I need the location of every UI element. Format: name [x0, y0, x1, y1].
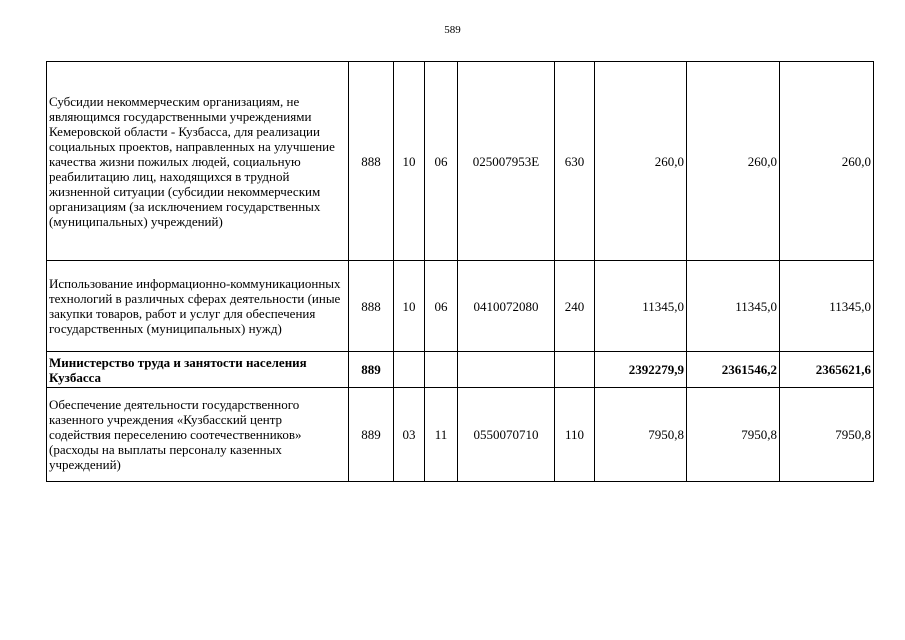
amount-year1: 260,0	[595, 62, 687, 261]
subsection-code: 11	[425, 388, 458, 482]
section-code	[394, 352, 425, 388]
amount-year1: 7950,8	[595, 388, 687, 482]
section-code: 03	[394, 388, 425, 482]
expense-type-code: 630	[555, 62, 595, 261]
amount-year1: 2392279,9	[595, 352, 687, 388]
row-name: Министерство труда и занятости населения Кузбасса	[47, 352, 349, 388]
amount-year3: 11345,0	[780, 261, 874, 352]
table-row-ministry-total	[47, 352, 874, 388]
page-number: 589	[444, 24, 461, 36]
target-code	[458, 352, 555, 388]
subsection-code: 06	[425, 261, 458, 352]
row-name: Использование информационно-коммуникационных технологий в различных сферах деятельности (иные закупки товаров, работ и услуг для обеспечения государственных (муниципальных) нужд)	[47, 261, 349, 352]
section-code: 10	[394, 261, 425, 352]
target-code: 025007953E	[458, 62, 555, 261]
table-row	[47, 261, 874, 352]
subsection-code: 06	[425, 62, 458, 261]
amount-year2: 7950,8	[687, 388, 780, 482]
amount-year2: 2361546,2	[687, 352, 780, 388]
table-row	[47, 388, 874, 482]
row-name: Обеспечение деятельности государственного казенного учреждения «Кузбасский центр содействия переселению соотечественников» (расходы на выплаты персоналу казенных учреждений)	[47, 388, 349, 482]
ministry-code: 889	[349, 388, 394, 482]
ministry-code: 889	[349, 352, 394, 388]
table-row	[47, 62, 874, 261]
target-code: 0410072080	[458, 261, 555, 352]
amount-year2: 260,0	[687, 62, 780, 261]
amount-year3: 7950,8	[780, 388, 874, 482]
ministry-code: 888	[349, 261, 394, 352]
amount-year1: 11345,0	[595, 261, 687, 352]
amount-year3: 260,0	[780, 62, 874, 261]
amount-year3: 2365621,6	[780, 352, 874, 388]
expense-type-code: 240	[555, 261, 595, 352]
subsection-code	[425, 352, 458, 388]
expense-type-code: 110	[555, 388, 595, 482]
row-name: Субсидии некоммерческим организациям, не являющимся государственными учреждениями Кемеровской области - Кузбасса, для реализации социальных проектов, направленных на улучшение качества жизни пожилых людей, социальную реабилитацию лиц, находящихся в трудной жизненной ситуации (субсидии некоммерческим организациям (за исключением государственных (муниципальных) учреждений)	[47, 62, 349, 261]
target-code: 0550070710	[458, 388, 555, 482]
expense-type-code	[555, 352, 595, 388]
amount-year2: 11345,0	[687, 261, 780, 352]
section-code: 10	[394, 62, 425, 261]
budget-table	[46, 61, 874, 482]
ministry-code: 888	[349, 62, 394, 261]
